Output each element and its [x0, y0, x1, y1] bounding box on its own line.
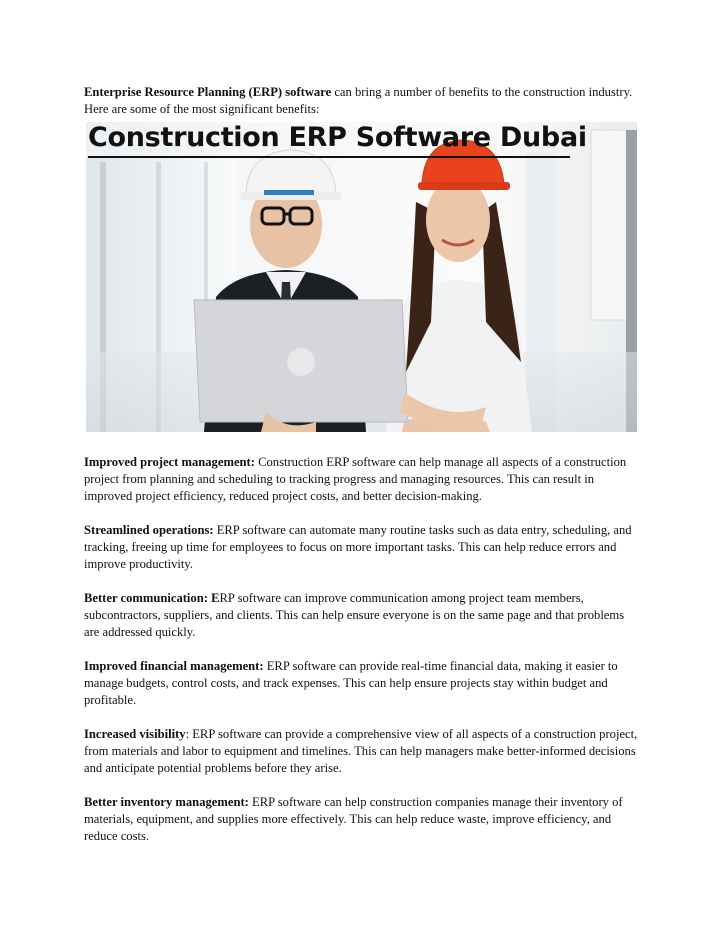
hero-title-underline	[88, 156, 570, 158]
benefit-heading: Improved project management:	[84, 455, 255, 469]
benefit-body: ERP software can automate many routine tasks such as data entry, scheduling, and tracking, freeing up time for employees to focus on more important tasks. This can help reduce errors and improve productivity.	[84, 523, 632, 571]
construction-engineers-photo	[86, 122, 637, 432]
benefit-financial-management	[84, 658, 640, 709]
benefit-visibility	[84, 726, 640, 777]
column-right	[591, 130, 629, 320]
benefits-list	[84, 454, 640, 862]
intro-bold: Enterprise Resource Planning (ERP) software	[84, 85, 332, 99]
hero-title: Construction ERP Software Dubai	[88, 122, 587, 153]
benefit-heading: Increased visibility	[84, 727, 186, 741]
benefit-inventory-management	[84, 794, 640, 845]
benefit-heading: Better communication: E	[84, 591, 220, 605]
hero-image	[86, 122, 637, 432]
benefit-heading: Better inventory management:	[84, 795, 249, 809]
benefit-body: ERP software can provide real-time financial data, making it easier to manage budgets, control costs, and track expenses. This can help ensure projects stay within budget and profitable.	[84, 659, 618, 707]
benefit-heading: Improved financial management:	[84, 659, 264, 673]
woman-face	[426, 178, 490, 262]
benefit-streamlined-operations	[84, 522, 640, 573]
intro-paragraph	[84, 84, 644, 118]
benefit-body: RP software can improve communication among project team members, subcontractors, suppliers, and clients. This can help ensure everyone is on the same page and that problems are addressed quickly.	[84, 591, 625, 639]
benefit-body: Construction ERP software can help manage all aspects of a construction project from planning and scheduling to tracking progress and managing resources. This can result in improved project efficiency, reduced project costs, and better decision-making.	[84, 455, 627, 503]
intro-text: can bring a number of benefits to the construction industry. Here are some of the most significant benefits:	[84, 85, 633, 116]
benefit-project-management	[84, 454, 640, 505]
benefit-body: ERP software can help construction companies manage their inventory of materials, equipment, and supplies more effectively. This can help reduce waste, improve efficiency, and reduce costs.	[84, 795, 623, 843]
benefit-heading: Streamlined operations:	[84, 523, 214, 537]
benefit-body: : ERP software can provide a comprehensive view of all aspects of a construction project, from materials and labor to equipment and timelines. This can help managers make better-informed decisions and anticipate potential problems before they arise.	[84, 727, 638, 775]
benefit-communication	[84, 590, 640, 641]
